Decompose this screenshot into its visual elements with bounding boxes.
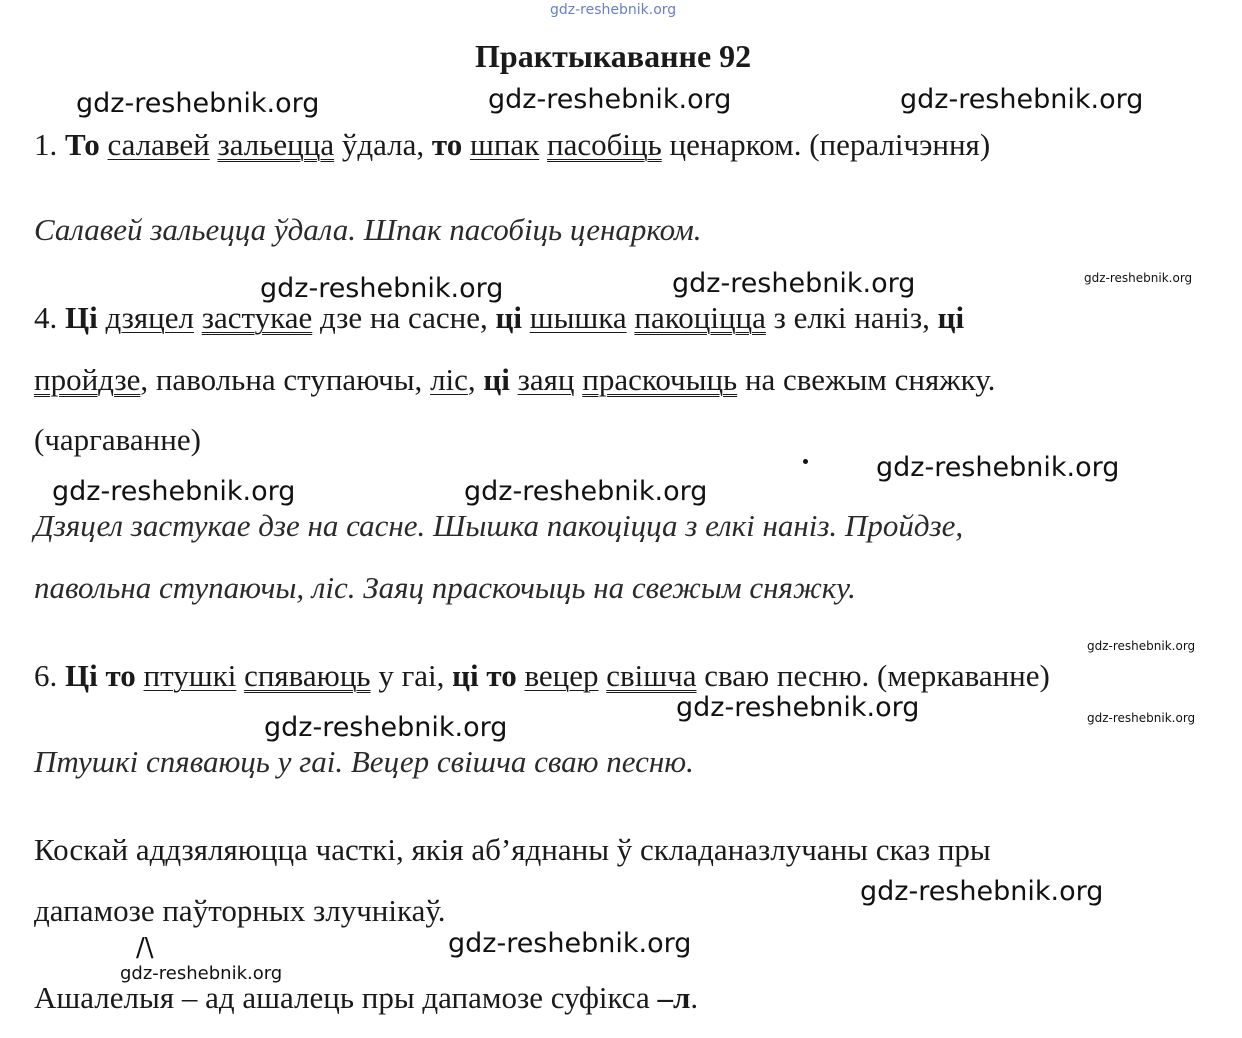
sentence-1 xyxy=(34,127,990,163)
sentence-number: 1. xyxy=(34,127,58,162)
sentence-4-line-1 xyxy=(34,300,964,336)
watermark-small: gdz-reshebnik.org xyxy=(120,963,283,984)
word: у гаі, xyxy=(378,658,445,693)
watermark-small: gdz-reshebnik.org xyxy=(1087,639,1196,653)
answer-1: Салавей зальецца ўдала. Шпак пасобіць ценарком. xyxy=(34,212,702,247)
word: сваю песню. (меркаванне) xyxy=(704,658,1050,693)
watermark: gdz-reshebnik.org xyxy=(76,88,320,119)
watermark-top: gdz-reshebnik.org xyxy=(550,2,677,18)
predicate: спяваюць xyxy=(244,658,371,693)
sentence-4-line-2 xyxy=(34,362,995,398)
predicate: зальецца xyxy=(217,127,335,162)
subject: шышка xyxy=(529,300,627,335)
watermark-small: gdz-reshebnik.org xyxy=(1084,271,1193,285)
conjunction: ці то xyxy=(452,658,517,693)
dot-mark xyxy=(803,459,808,464)
period: . xyxy=(690,980,699,1015)
rule-line-1: Коскай аддзяляюцца часткі, якія аб’яднаны ў складаназлучаны сказ пры xyxy=(34,832,991,867)
predicate: застукае xyxy=(201,300,313,335)
word: , павольна ступаючы, xyxy=(140,362,423,397)
watermark: gdz-reshebnik.org xyxy=(260,273,504,304)
suffix: –л xyxy=(657,980,691,1015)
word-formation xyxy=(34,980,698,1016)
sentence-4-type: (чаргаванне) xyxy=(34,422,201,457)
word: ценарком. (пералічэння) xyxy=(669,127,991,162)
conjunction: Ці то xyxy=(65,658,136,693)
predicate: пасобіць xyxy=(547,127,662,162)
watermark: gdz-reshebnik.org xyxy=(900,84,1144,115)
subject: салавей xyxy=(107,127,210,162)
watermark: gdz-reshebnik.org xyxy=(488,84,732,115)
conjunction: то xyxy=(431,127,463,162)
sentence-number: 4. xyxy=(34,300,58,335)
word: дзе на сасне, xyxy=(319,300,488,335)
caret-mark: /\ xyxy=(136,933,154,963)
predicate: пройдзе xyxy=(34,362,141,397)
subject: ліс xyxy=(430,362,468,397)
rule-line-2: дапамозе паўторных злучнікаў. xyxy=(34,893,446,928)
predicate: пакоціцца xyxy=(634,300,766,335)
word-formation-text: Ашалелыя – ад ашалець пры дапамозе суфікса xyxy=(34,980,650,1015)
conjunction: То xyxy=(65,127,100,162)
watermark: gdz-reshebnik.org xyxy=(672,268,916,299)
subject: птушкі xyxy=(143,658,237,693)
conjunction: Ці xyxy=(65,300,98,335)
watermark: gdz-reshebnik.org xyxy=(52,476,296,507)
word: на свежым сняжку. xyxy=(744,362,996,397)
conjunction: ці xyxy=(495,300,522,335)
subject: дзяцел xyxy=(105,300,194,335)
watermark: gdz-reshebnik.org xyxy=(464,476,708,507)
predicate: свішча xyxy=(606,658,697,693)
word: з елкі наніз, xyxy=(773,300,930,335)
watermark: gdz-reshebnik.org xyxy=(264,712,508,743)
predicate: праскочыць xyxy=(582,362,738,397)
word: , xyxy=(467,362,476,397)
subject: заяц xyxy=(517,362,575,397)
page-title: Практыкаванне 92 xyxy=(475,38,752,74)
watermark-small: gdz-reshebnik.org xyxy=(1087,711,1196,725)
answer-4-line-1: Дзяцел застукае дзе на сасне. Шышка пакоціцца з елкі наніз. Пройдзе, xyxy=(34,508,964,543)
watermark: gdz-reshebnik.org xyxy=(860,876,1104,907)
sentence-6 xyxy=(34,658,1050,694)
answer-6: Птушкі спяваюць у гаі. Вецер свішча сваю песню. xyxy=(34,744,694,779)
watermark: gdz-reshebnik.org xyxy=(876,452,1120,483)
conjunction: ці xyxy=(483,362,510,397)
answer-4-line-2: павольна ступаючы, ліс. Заяц праскочыць на свежым сняжку. xyxy=(34,570,856,605)
subject: шпак xyxy=(469,127,540,162)
sentence-number: 6. xyxy=(34,658,58,693)
subject: вецер xyxy=(524,658,599,693)
watermark: gdz-reshebnik.org xyxy=(676,692,920,723)
watermark: gdz-reshebnik.org xyxy=(448,928,692,959)
word: ўдала, xyxy=(341,127,425,162)
conjunction: ці xyxy=(937,300,965,335)
